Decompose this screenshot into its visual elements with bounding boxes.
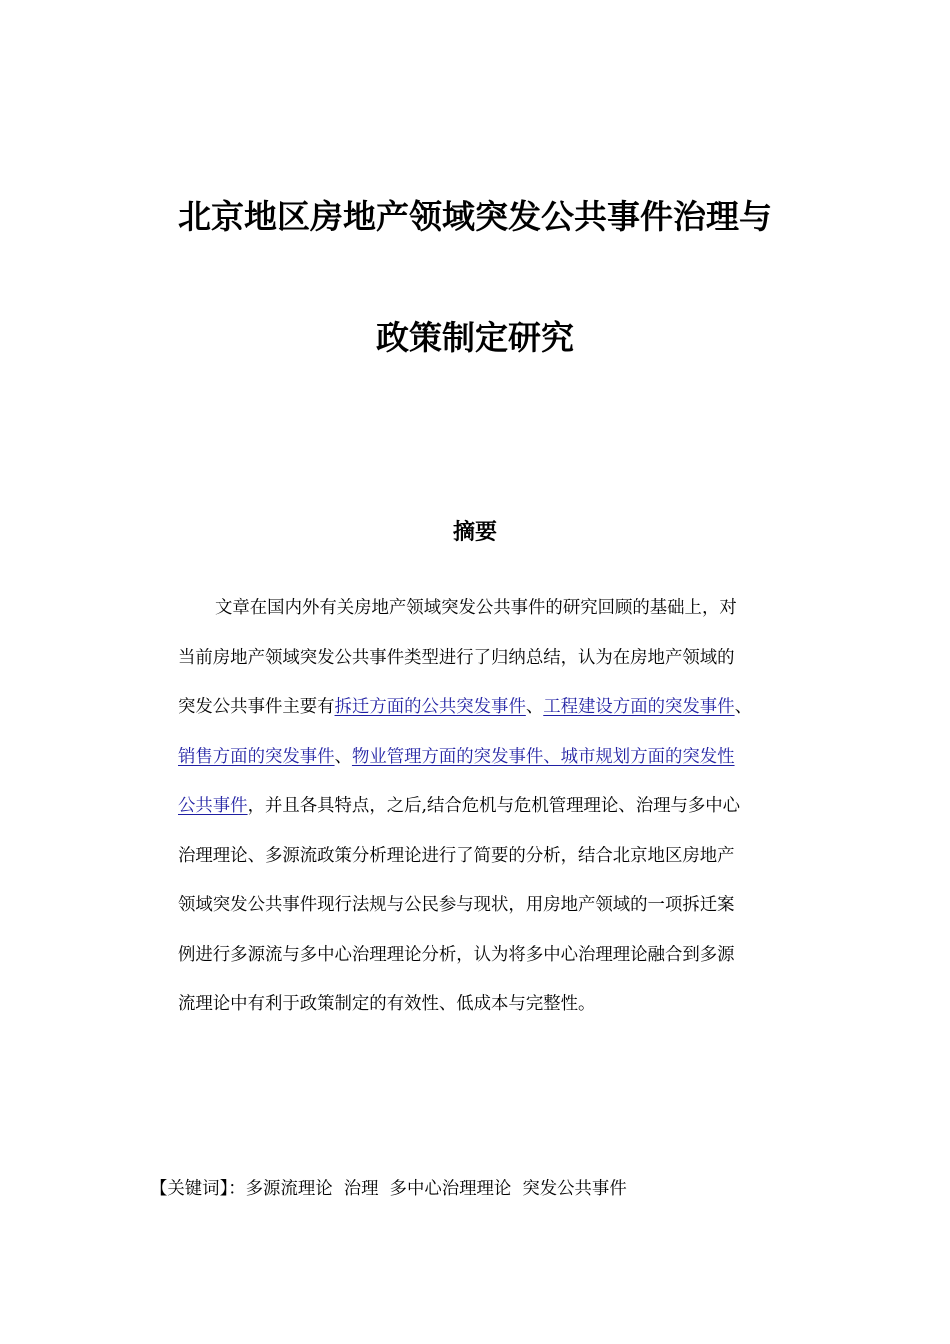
abstract-text: 、 bbox=[734, 697, 752, 717]
keywords-label: 【关键词】： bbox=[150, 1179, 246, 1199]
abstract-text: 突发公共事件主要有 bbox=[178, 697, 335, 717]
abstract-link[interactable]: 销售方面的突发事件 bbox=[178, 746, 335, 767]
abstract-line bbox=[178, 992, 595, 1016]
abstract-link[interactable]: 公共事件 bbox=[178, 796, 248, 816]
abstract-text: 例进行多源流与多中心治理理论分析，认为将多中心治理理论融合到多源 bbox=[178, 944, 735, 965]
abstract-line bbox=[215, 596, 737, 620]
abstract-line bbox=[178, 794, 740, 818]
abstract-text: 文章在国内外有关房地产领域突发公共事件的研究回顾的基础上，对 bbox=[215, 598, 737, 618]
abstract-text: 、 bbox=[525, 697, 544, 717]
keyword-item: 多源流理论 bbox=[245, 1179, 333, 1199]
abstract-text: 当前房地产领域突发公共事件类型进行了归纳总结，认为在房地产领域的 bbox=[178, 647, 735, 668]
document-title-line-1: 北京地区房地产领域突发公共事件治理与 bbox=[178, 197, 772, 236]
abstract-heading: 摘要 bbox=[452, 520, 497, 545]
abstract-text: 流理论中有利于政策制定的有效性、低成本与完整性。 bbox=[178, 994, 596, 1014]
abstract-link[interactable]: 物业管理方面的突发事件、城市规划方面的突发性 bbox=[351, 746, 735, 767]
abstract-line bbox=[178, 893, 735, 917]
keyword-item: 治理 bbox=[343, 1179, 379, 1199]
abstract-text: 治理理论、多源流政策分析理论进行了简要的分析，结合北京地区房地产 bbox=[178, 845, 735, 866]
abstract-line bbox=[178, 844, 735, 868]
abstract-line bbox=[178, 646, 735, 670]
keyword-item: 突发公共事件 bbox=[522, 1179, 627, 1199]
abstract-link[interactable]: 工程建设方面的突发事件 bbox=[543, 697, 735, 717]
keywords-line bbox=[150, 1177, 627, 1201]
abstract-line bbox=[178, 943, 735, 967]
document-title-line-2: 政策制定研究 bbox=[376, 318, 574, 357]
abstract-text: 、 bbox=[334, 746, 352, 767]
abstract-line bbox=[178, 745, 735, 769]
abstract-link[interactable]: 拆迁方面的公共突发事件 bbox=[334, 697, 526, 717]
abstract-text: ，并且各具特点，之后,结合危机与危机管理理论、治理与多中心 bbox=[247, 796, 741, 816]
abstract-text: 领域突发公共事件现行法规与公民参与现状，用房地产领域的一项拆迁案 bbox=[178, 895, 735, 915]
abstract-line bbox=[178, 695, 752, 719]
keyword-item: 多中心治理理论 bbox=[389, 1179, 512, 1199]
